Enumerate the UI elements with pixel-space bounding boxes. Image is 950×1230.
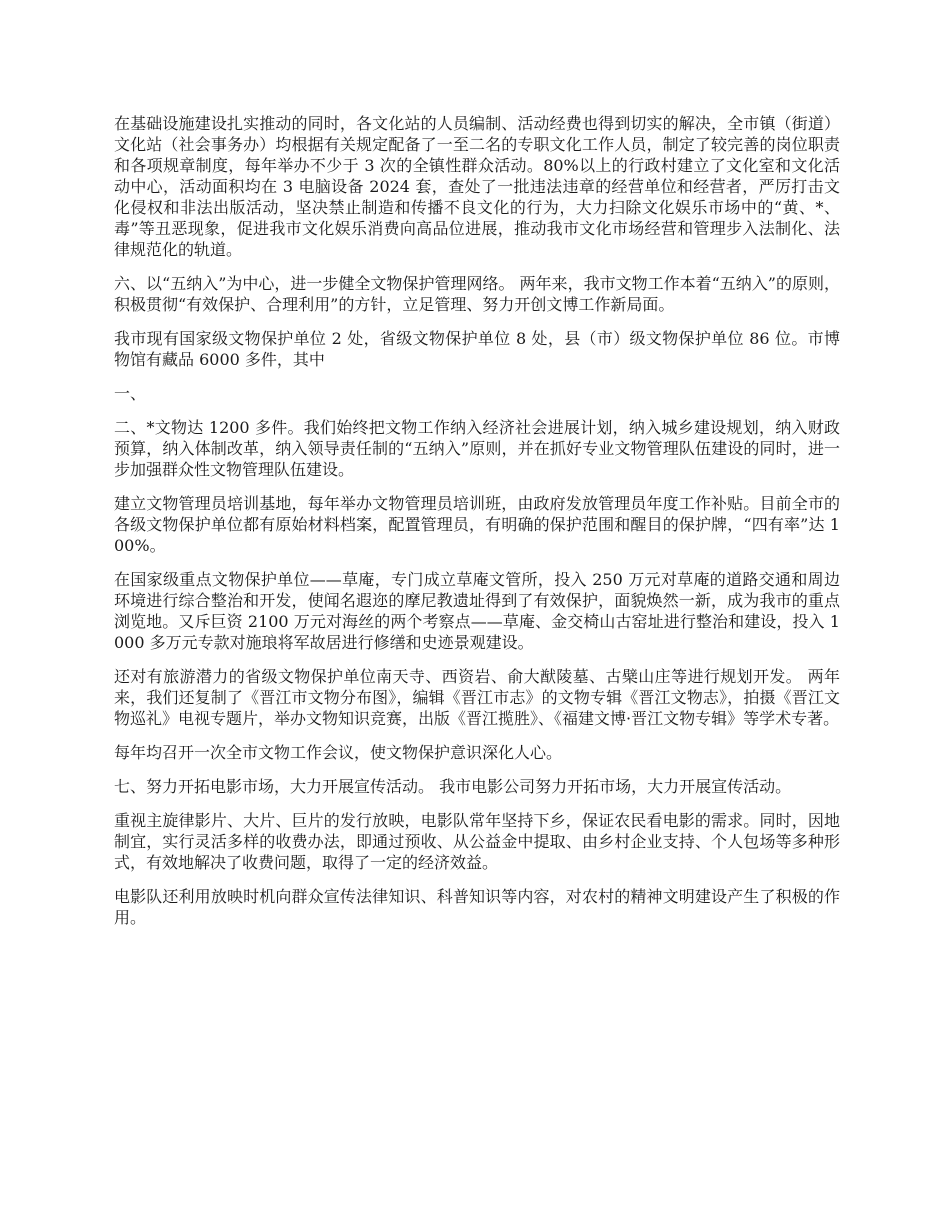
paragraph-12: 电影队还利用放映时机向群众宣传法律知识、科普知识等内容，对农村的精神文明建设产生了积极的作用。	[114, 887, 840, 927]
paragraph-1: 在基础设施建设扎实推动的同时，各文化站的人员编制、活动经费也得到切实的解决，全市镇（街道）文化站（社会事务办）均根据有关规定配备了一至二名的专职文化工作人员，制定了较完善的岗位职责和各项规章制度，每年举办不少于 3 次的全镇性群众活动。80%以上的行政村建立了文化室和文化活动中心，活动面积均在 3 电脑设备 2024 套，查处了一批违法违章的经营单位和经营者，严厉打击文化侵权和非法出版活动，坚决禁止制造和传播不良文化的行为，大力扫除文化娱乐市场中的“黄、*、毒”等丑恶现象，促进我市文化娱乐消费向高品位进展，推动我市文化市场经营和管理步入法制化、法律规范化的轨道。	[114, 114, 840, 259]
paragraph-2: 六、以“五纳入”为中心，进一步健全文物保护管理网络。 两年来，我市文物工作本着“五纳入”的原则，积极贯彻“有效保护、合理利用”的方针，立足管理、努力开创文博工作新局面。	[114, 274, 840, 314]
paragraph-11: 重视主旋律影片、大片、巨片的发行放映，电影队常年坚持下乡，保证农民看电影的需求。同时，因地制宜，实行灵活多样的收费办法，即通过预收、从公益金中提取、由乡村企业支持、个人包场等多种形式，有效地解决了收费问题，取得了一定的经济效益。	[114, 811, 840, 872]
paragraph-10: 七、努力开拓电影市场，大力开展宣传活动。 我市电影公司努力开拓市场，大力开展宣传活动。	[114, 777, 792, 796]
document-body	[114, 113, 840, 941]
paragraph-6: 建立文物管理员培训基地，每年举办文物管理员培训班，由政府发放管理员年度工作补贴。目前全市的各级文物保护单位都有原始材料档案，配置管理员，有明确的保护范围和醒目的保护牌，“四有率”达 100%。	[114, 494, 840, 555]
paragraph-9: 每年均召开一次全市文物工作会议，使文物保护意识深化人心。	[114, 743, 563, 762]
paragraph-7: 在国家级重点文物保护单位——草庵，专门成立草庵文管所，投入 250 万元对草庵的道路交通和周边环境进行综合整治和开发，使闻名遐迩的摩尼教遗址得到了有效保护，面貌焕然一新，成为我市的重点浏览地。又斥巨资 2100 万元对海丝的两个考察点——草庵、金交椅山古窑址进行整治和建设，投入 1000 多万元专款对施琅将军故居进行修缮和史迹景观建设。	[114, 570, 840, 652]
paragraph-3: 我市现有国家级文物保护单位 2 处，省级文物保护单位 8 处，县（市）级文物保护单位 86 位。市博物馆有藏品 6000 多件，其中	[114, 329, 840, 369]
paragraph-8: 还对有旅游潜力的省级文物保护单位南天寺、西资岩、俞大猷陵墓、古檗山庄等进行规划开发。 两年来，我们还复制了《晋江市文物分布图》，编辑《晋江市志》的文物专辑《晋江文物志》，拍摄《晋江文物巡礼》电视专题片，举办文物知识竞赛，出版《晋江揽胜》、《福建文博·晋江文物专辑》等学术专著。	[114, 667, 840, 728]
paragraph-4: 一、	[114, 384, 147, 403]
paragraph-5: 二、*文物达 1200 多件。我们始终把文物工作纳入经济社会进展计划，纳入城乡建设规划，纳入财政预算，纳入体制改革，纳入领导责任制的“五纳入”原则，并在抓好专业文物管理队伍建设的同时，进一步加强群众性文物管理队伍建设。	[114, 418, 840, 479]
